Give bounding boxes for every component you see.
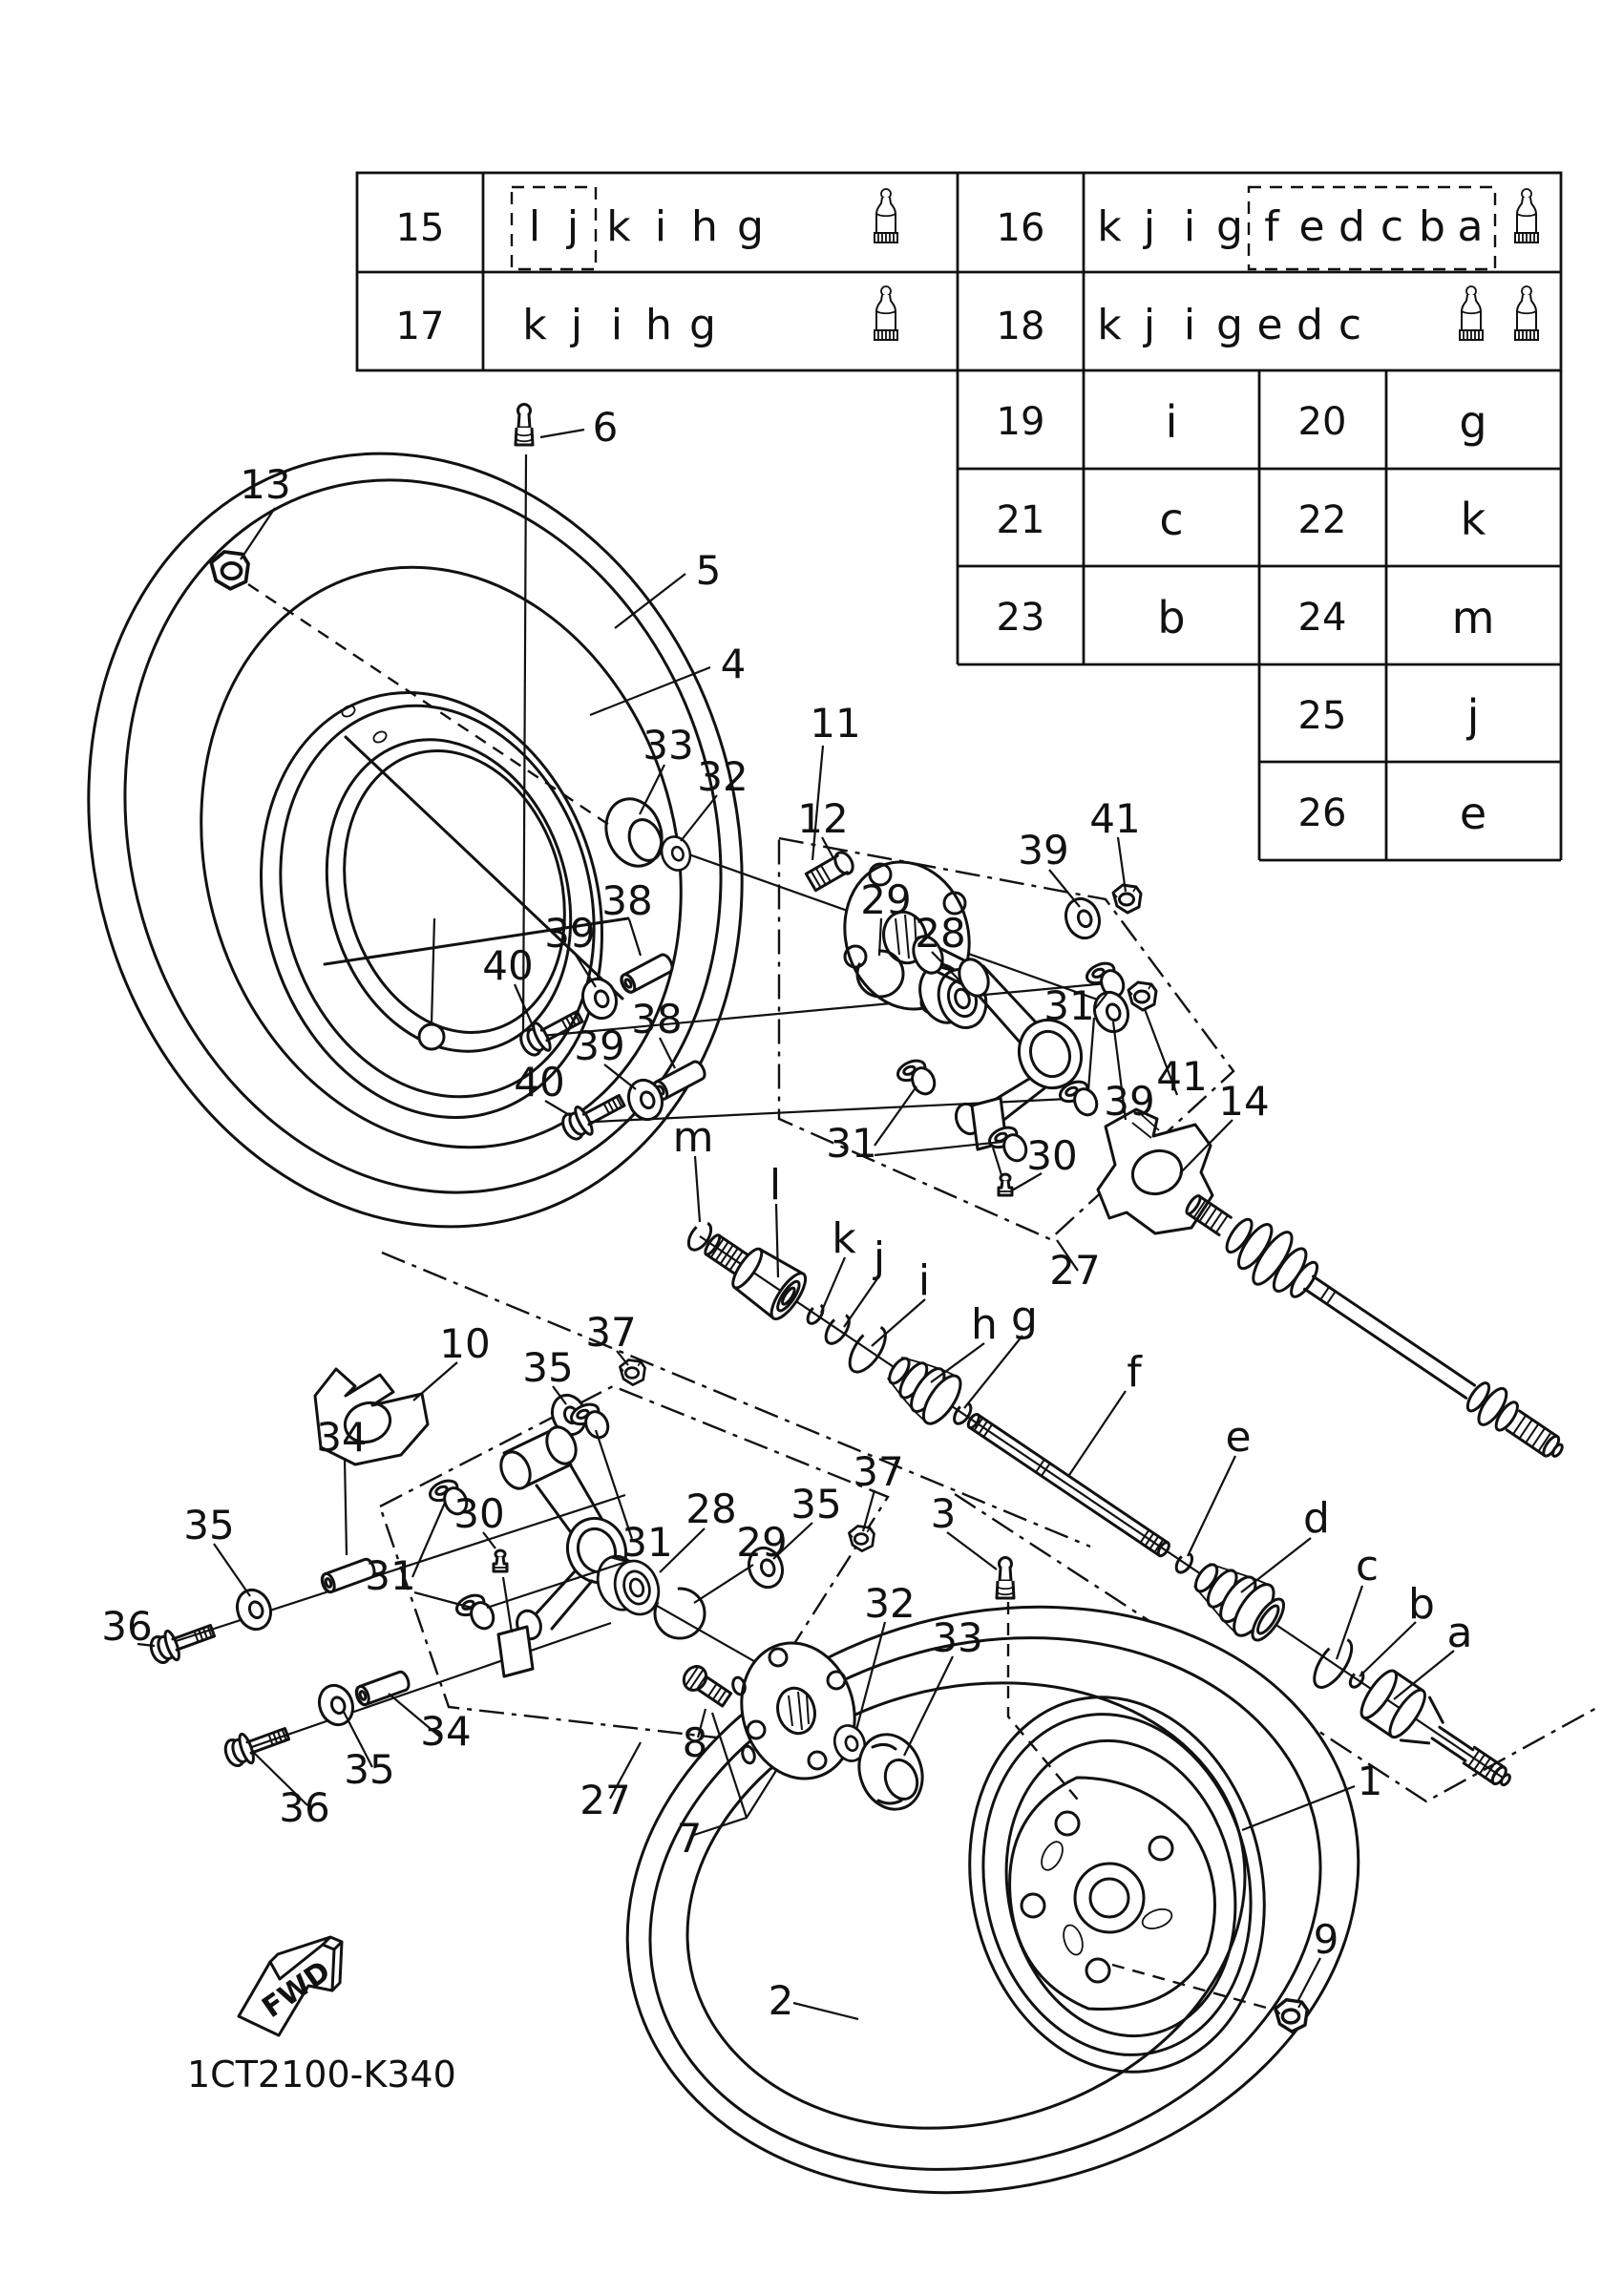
callout-29-2: 29: [736, 1519, 788, 1566]
callout-32-2: 32: [864, 1580, 916, 1627]
table-cell-21-letter: c: [1159, 494, 1184, 545]
grease-tube-icon: [1515, 286, 1538, 340]
callout-13: 13: [240, 461, 291, 508]
table-15-letter-k: k: [606, 202, 631, 251]
arm-tag-flag: [498, 1627, 533, 1676]
callout-k: k: [832, 1214, 856, 1263]
table-cell-21-num: 21: [996, 498, 1045, 542]
part-valve-stem-6: [516, 405, 533, 446]
table-cell-24-letter: m: [1451, 592, 1495, 643]
table-cell-25-num: 25: [1297, 694, 1347, 738]
callout-36-1: 36: [101, 1603, 153, 1650]
callout-40-2: 40: [514, 1059, 565, 1106]
table-16-letter-i: i: [1183, 202, 1196, 251]
callout-4: 4: [720, 641, 747, 687]
table-18-letter-k: k: [1097, 301, 1122, 349]
table-cell-23-num: 23: [996, 596, 1045, 640]
part-nut-37: [620, 1360, 644, 1385]
callout-39-3: 39: [574, 1022, 625, 1069]
table-cell-19-num: 19: [996, 400, 1045, 444]
table-17-letter-j: j: [570, 301, 583, 349]
table-cell-22-letter: k: [1460, 494, 1486, 545]
callout-28-2: 28: [685, 1485, 737, 1532]
callout-30-2: 30: [453, 1490, 505, 1537]
table-16-letter-d: d: [1338, 202, 1365, 251]
part-valve-stem-3: [997, 1558, 1014, 1599]
callout-29-1: 29: [860, 876, 912, 923]
table-18-letter-e: e: [1256, 301, 1283, 349]
table-cell-19-letter: i: [1165, 396, 1178, 448]
callout-i: i: [917, 1256, 931, 1305]
part-grease-fitting-30-lower: [494, 1550, 507, 1571]
part-snap-ring-29-lower: [655, 1589, 705, 1638]
part-coupling-l: [694, 1220, 812, 1323]
table-16-letter-a: a: [1457, 202, 1484, 251]
table-cell-15-num: 15: [395, 206, 445, 250]
part-washer-39-right: [1061, 894, 1105, 942]
callout-11: 11: [810, 700, 861, 747]
callout-h: h: [971, 1300, 998, 1349]
part-nut-41: [1113, 885, 1141, 913]
grease-tube-icon: [875, 189, 897, 242]
part-washer-39-right: [1089, 987, 1133, 1036]
table-17-letter-k: k: [522, 301, 547, 349]
part-tire-front-5: [0, 375, 832, 1304]
callout-a: a: [1446, 1609, 1473, 1657]
callout-27-1: 27: [1049, 1247, 1101, 1294]
table-15-letter-l: l: [528, 202, 541, 251]
callout-27-2: 27: [580, 1777, 631, 1823]
dashed-box-lj: [512, 187, 596, 269]
callout-3: 3: [930, 1490, 957, 1537]
part-washer-35: [232, 1585, 276, 1633]
part-washer-35: [314, 1680, 358, 1729]
callout-c: c: [1355, 1542, 1380, 1590]
part-flange-bolt-36: [147, 1616, 218, 1667]
table-17-letter-g: g: [689, 301, 716, 349]
callout-31-2: 31: [826, 1120, 877, 1167]
table-18-letter-g: g: [1216, 301, 1243, 349]
callout-31-3: 31: [622, 1519, 673, 1566]
callout-e: e: [1225, 1413, 1252, 1462]
table-18-letter-j: j: [1143, 301, 1156, 349]
table-cell-18-num: 18: [996, 305, 1045, 348]
table-15-letter-h: h: [691, 202, 718, 251]
callout-33-2: 33: [932, 1614, 983, 1661]
callout-39-1: 39: [1018, 827, 1069, 874]
part-bushing-31: [895, 1057, 938, 1097]
callout-35-1: 35: [522, 1344, 574, 1391]
callout-14: 14: [1218, 1078, 1270, 1125]
table-16-letter-e: e: [1298, 202, 1325, 251]
callout-g: g: [1011, 1293, 1038, 1341]
callout-35-2: 35: [183, 1502, 235, 1548]
callout-40-1: 40: [482, 942, 534, 989]
part-wheel-rear: [561, 1527, 1425, 2272]
callout-7: 7: [676, 1815, 703, 1862]
callout-33-1: 33: [643, 722, 694, 769]
table-cell-24-num: 24: [1297, 596, 1347, 640]
fwd-label: FWD: [256, 1954, 337, 2026]
callout-10: 10: [439, 1320, 491, 1367]
callout-31-4: 31: [365, 1552, 416, 1599]
callout-35-3: 35: [790, 1481, 842, 1527]
table-16-letter-k: k: [1097, 202, 1122, 251]
callout-35-4: 35: [344, 1746, 395, 1793]
part-bushing-31: [453, 1591, 497, 1632]
table-18-letter-c: c: [1338, 301, 1362, 349]
callout-6: 6: [592, 404, 619, 451]
table-cell-26-letter: e: [1459, 788, 1487, 839]
grease-tube-icon: [875, 286, 897, 340]
table-15-letter-g: g: [737, 202, 764, 251]
callout-34-2: 34: [420, 1708, 472, 1755]
part-nut-37: [849, 1527, 874, 1551]
callout-9: 9: [1313, 1916, 1339, 1963]
table-16-letter-f: f: [1264, 202, 1279, 251]
callout-32-1: 32: [697, 753, 748, 800]
callout-l: l: [769, 1161, 782, 1210]
table-cell-16-num: 16: [996, 206, 1045, 250]
part-grease-fitting-30-upper: [999, 1174, 1012, 1195]
grease-tube-icon: [1515, 189, 1538, 242]
callout-39-2: 39: [544, 910, 596, 957]
callout-30-1: 30: [1026, 1132, 1078, 1179]
table-cell-26-num: 26: [1297, 791, 1347, 835]
table-18-letter-d: d: [1296, 301, 1323, 349]
callout-12: 12: [797, 795, 849, 842]
table-17-letter-i: i: [610, 301, 623, 349]
table-cell-20-num: 20: [1297, 400, 1347, 444]
table-16-letter-c: c: [1380, 202, 1404, 251]
table-cell-22-num: 22: [1297, 498, 1347, 542]
table-15-letter-j: j: [566, 202, 580, 251]
table-cell-17-num: 17: [395, 305, 445, 348]
table-16-letter-j: j: [1143, 202, 1156, 251]
callout-41-1: 41: [1089, 795, 1141, 842]
callout-b: b: [1408, 1580, 1435, 1629]
callout-38-2: 38: [631, 996, 683, 1043]
table-16-letter-b: b: [1419, 202, 1445, 251]
callout-37-2: 37: [853, 1448, 904, 1495]
table-15-letter-i: i: [654, 202, 667, 251]
callout-36-2: 36: [279, 1784, 330, 1831]
callout-d: d: [1303, 1494, 1330, 1543]
callout-39-4: 39: [1104, 1078, 1155, 1125]
callout-28-1: 28: [915, 910, 966, 957]
callout-8: 8: [682, 1719, 708, 1766]
grease-tube-icon: [1460, 286, 1483, 340]
table-cell-25-letter: j: [1466, 690, 1480, 742]
callout-31-1: 31: [1043, 982, 1095, 1029]
callout-f: f: [1127, 1348, 1142, 1397]
callout-5: 5: [695, 547, 722, 594]
callout-37-1: 37: [585, 1309, 637, 1356]
part-wheel-front: [0, 375, 832, 1304]
fwd-arrow: [239, 1937, 342, 2035]
table-cell-20-letter: g: [1459, 396, 1487, 448]
callout-2: 2: [768, 1977, 794, 2024]
callout-j: j: [873, 1233, 886, 1282]
part-nut-41: [1128, 982, 1156, 1010]
callout-m: m: [672, 1113, 714, 1162]
callout-38-1: 38: [601, 877, 653, 924]
table-cell-23-letter: b: [1157, 592, 1186, 643]
part-bolt-8: [680, 1662, 734, 1710]
table-18-letter-i: i: [1183, 301, 1196, 349]
callout-34-1: 34: [316, 1414, 368, 1461]
table-17-letter-h: h: [645, 301, 672, 349]
drawing-code: 1CT2100-K340: [187, 2054, 456, 2096]
table-16-letter-g: g: [1216, 202, 1243, 251]
callout-1: 1: [1357, 1758, 1383, 1804]
callout-41-2: 41: [1156, 1053, 1208, 1100]
